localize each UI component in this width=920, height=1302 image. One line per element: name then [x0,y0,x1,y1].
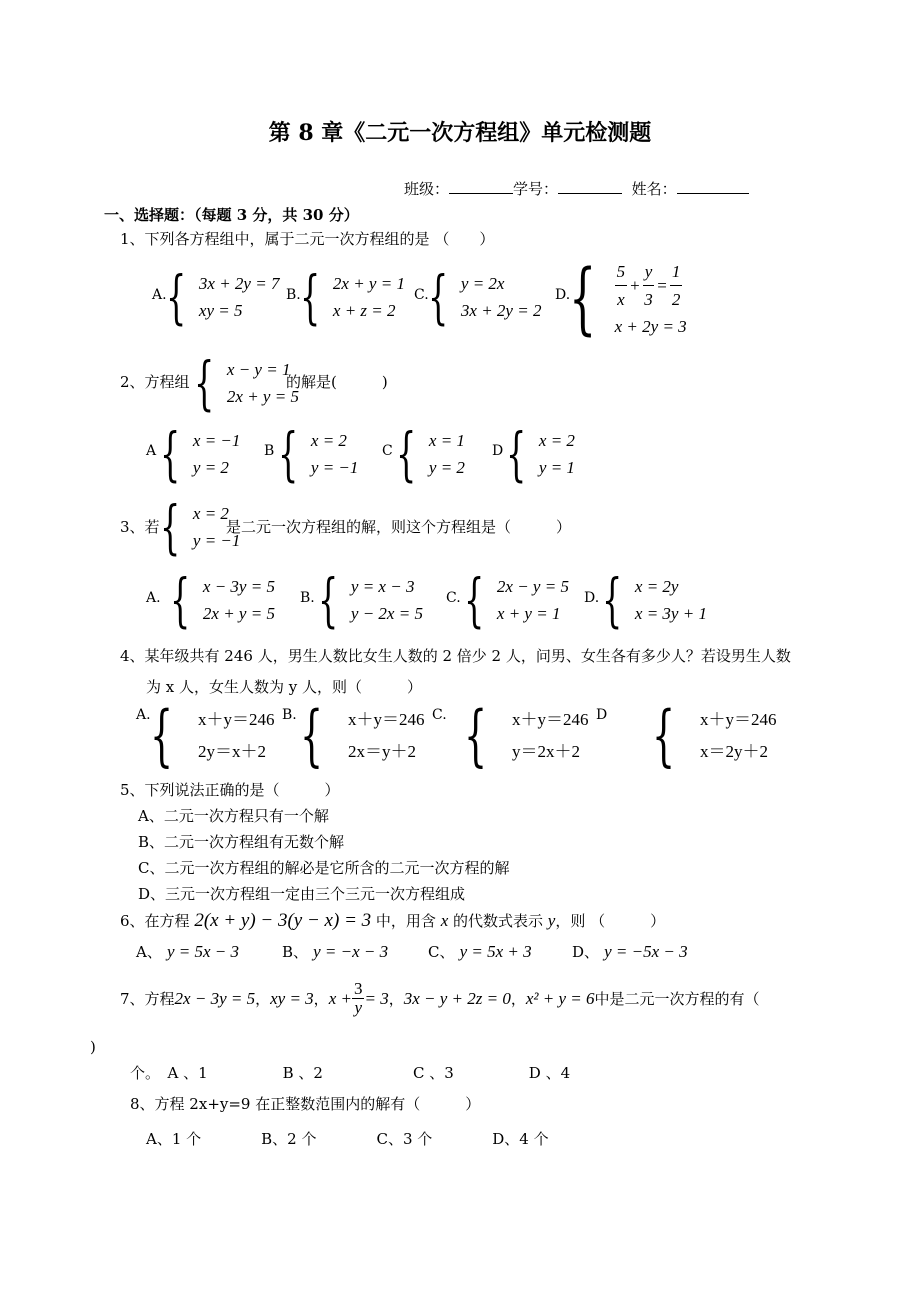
sep: ， [313,990,329,1008]
label: D、 [572,943,600,961]
row: x − y = 1 [226,360,291,379]
q1-b-label: B. [286,287,301,303]
q3-stem-post: 是二元一次方程组的解，则这个方程组是（ ） [226,518,572,536]
q4-b-system[interactable] [300,697,425,774]
q4-line1: 4、某年级共有 246 人，男生人数比女生人数的 2 倍少 2 人，问男、女生各有多少人？若设男生人数 [120,647,791,665]
row: x＋y＝246 [512,710,589,729]
q7-cont: ) [90,1038,96,1056]
q2-system [194,349,299,417]
op: + [630,276,640,295]
brace: { [194,349,215,417]
q4-c-label: C. [432,707,447,723]
brace: { [464,697,488,774]
q3-c-system[interactable] [464,566,569,634]
q5-option[interactable]: D、三元一次方程组一定由三个三元一次方程组成 [138,885,466,903]
q4-c-system[interactable] [464,697,589,774]
text: 中，用含 [371,912,441,930]
equation: y = −x − 3 [313,942,389,961]
row: y = 1 [538,458,575,477]
den: x [617,290,625,309]
row: x − 3y = 5 [202,577,275,596]
q2-c-system[interactable] [396,420,465,488]
row: y = −1 [310,458,359,477]
q1-a-system[interactable] [166,263,280,331]
row: 2x + y = 5 [226,387,299,406]
equation: x + [328,988,352,1008]
text: 7、方程 [120,990,175,1008]
q5-stem: 5、下列说法正确的是（ ） [120,781,340,799]
q3-stem-pre: 3、若 [120,518,160,536]
q5-option[interactable]: C、二元一次方程组的解必是它所含的二元一次方程的解 [138,859,510,877]
q6-option-c[interactable] [428,941,532,962]
q3-c-label: C. [446,590,461,606]
q2-b-label: B [264,443,275,459]
equation: 2x − 3y = 5 [174,988,256,1008]
sep: ， [255,990,271,1008]
class-blank[interactable] [449,179,513,194]
row: xy = 5 [198,301,243,320]
id-blank[interactable] [558,179,622,194]
den: 2 [671,290,681,309]
brace: { [652,697,676,774]
q6-stem [120,910,665,932]
text: 6、在方程 [120,912,195,930]
row: 2x + y = 1 [332,274,405,293]
q3-b-label: B. [300,590,315,606]
q1-a-label: A. [152,287,167,303]
row: x = 3y + 1 [634,604,707,623]
brace: { [150,697,174,774]
q2-c-label: C [382,443,393,459]
op: = [657,276,667,295]
equation: = 3 [364,988,389,1008]
q7-options[interactable]: 个。 A 、1 B 、2 C 、3 D 、4 [130,1064,571,1082]
equation: 3x − y + 2z = 0 [403,988,511,1008]
num: 3 [353,979,363,998]
q5-option[interactable]: B、二元一次方程组有无数个解 [138,833,345,851]
q1-b-system[interactable] [300,263,405,331]
num: 5 [615,258,628,286]
q1-c-system[interactable] [428,263,542,331]
row: 2x − y = 5 [496,577,569,596]
equation: xy = 3 [270,988,314,1008]
q1-d-system[interactable] [569,254,687,344]
q2-d-label: D [492,443,504,459]
brace: { [318,566,339,634]
brace: { [300,697,324,774]
q4-line2: 为 x 人，女生人数为 y 人，则（ ） [146,678,423,696]
q4-a-label: A. [136,707,151,723]
row: 3x + 2y = 7 [198,274,280,293]
q6-option-d[interactable] [572,941,688,962]
row: y = 2x [460,274,505,293]
page-title: 第 8 章《二元一次方程组》单元检测题 [268,120,652,146]
label: C、 [428,943,455,961]
class-label: 班级： [404,180,450,198]
row: x = 2 [538,431,575,450]
brace: { [506,420,527,488]
brace: { [278,420,299,488]
brace: { [428,263,449,331]
var: y [547,911,556,930]
row: y = 2 [428,458,465,477]
equation: x² + y = 6 [525,988,595,1008]
brace: { [464,566,485,634]
row: x + 2y = 3 [614,317,687,336]
row: y = 2 [192,458,229,477]
q2-d-system[interactable] [506,420,575,488]
brace: { [396,420,417,488]
label: A、 [136,943,162,961]
brace: { [569,254,597,344]
label: B、 [282,943,309,961]
q5-option[interactable]: A、二元一次方程只有一个解 [138,807,329,825]
q2-a-label: A [146,443,157,459]
row: x＋y＝246 [348,710,425,729]
row: y − 2x = 5 [350,604,423,623]
q4-a-system[interactable] [150,697,275,774]
brace: { [170,566,191,634]
frac-row [615,258,687,313]
row: 2x + y = 5 [202,604,275,623]
row: x = 2y [634,577,679,596]
q3-d-system[interactable] [602,566,707,634]
row: 2x＝y＋2 [348,742,416,761]
row: x = 2 [310,431,347,450]
q3-a-label: A. [146,590,161,606]
den: y [354,998,362,1017]
row: x＝2y＋2 [700,742,768,761]
brace: { [300,263,321,331]
den: 3 [644,290,653,309]
q1-d-label: D. [555,287,571,303]
num: y [643,258,655,286]
q6-option-a[interactable] [136,941,239,962]
q8-stem: 8、方程 2x+y=9 在正整数范围内的解有（ ） [130,1095,481,1113]
row: 3x + 2y = 2 [460,301,542,320]
frac [615,258,628,313]
frac [352,980,365,1017]
q4-d-system[interactable] [652,697,777,774]
q8-options[interactable]: A、1 个 B、2 个 C、3 个 D、4 个 [146,1130,549,1148]
sep: ， [388,990,404,1008]
row: x + z = 2 [332,301,396,320]
row: y＝2x＋2 [512,742,580,761]
q2-stem-pre: 2、方程组 [120,373,190,391]
q3-b-system[interactable] [318,566,423,634]
brace: { [166,263,187,331]
frac [670,258,683,313]
q4-d-label: D [596,707,608,723]
q2-b-system[interactable] [278,420,359,488]
q4-b-label: B. [282,707,297,723]
frac [643,258,655,313]
q2-a-system[interactable] [160,420,241,488]
equation: 2(x + y) − 3(y − x) = 3 [194,910,372,931]
q1-c-label: C. [414,287,429,303]
row: 2y＝x＋2 [198,742,266,761]
num: 1 [670,258,683,286]
q7-stem [120,980,760,1017]
row: y = x − 3 [350,577,415,596]
text: 中是二元一次方程的有（ [594,990,760,1008]
row: x = 2 [192,504,229,523]
q3-d-label: D. [584,590,600,606]
sep: ， [510,990,526,1008]
q2-stem-post: 的解是( ) [286,373,388,391]
brace: { [602,566,623,634]
equation: y = −5x − 3 [604,942,688,961]
var: x [440,911,449,930]
equation: y = 5x + 3 [459,942,532,961]
name-label: 姓名： [631,180,677,198]
row: x + y = 1 [496,604,561,623]
id-label: 学号： [513,180,559,198]
equation: y = 5x − 3 [166,942,239,961]
q6-option-b[interactable] [282,941,388,962]
row: x = 1 [428,431,465,450]
q3-a-system[interactable] [170,566,275,634]
q1-stem: 1、下列各方程组中，属于二元一次方程组的是 （ ） [120,230,495,248]
brace: { [160,493,181,561]
row: x＋y＝246 [198,710,275,729]
brace: { [160,420,181,488]
text: ，则 （ ） [555,912,666,930]
row: y = −1 [192,531,241,550]
name-blank[interactable] [677,179,749,194]
row: x＋y＝246 [700,710,777,729]
text: 的代数式表示 [448,912,548,930]
row: x = −1 [192,431,241,450]
student-info [404,178,749,199]
section-heading: 一、选择题：（每题 3 分，共 30 分） [104,206,359,224]
